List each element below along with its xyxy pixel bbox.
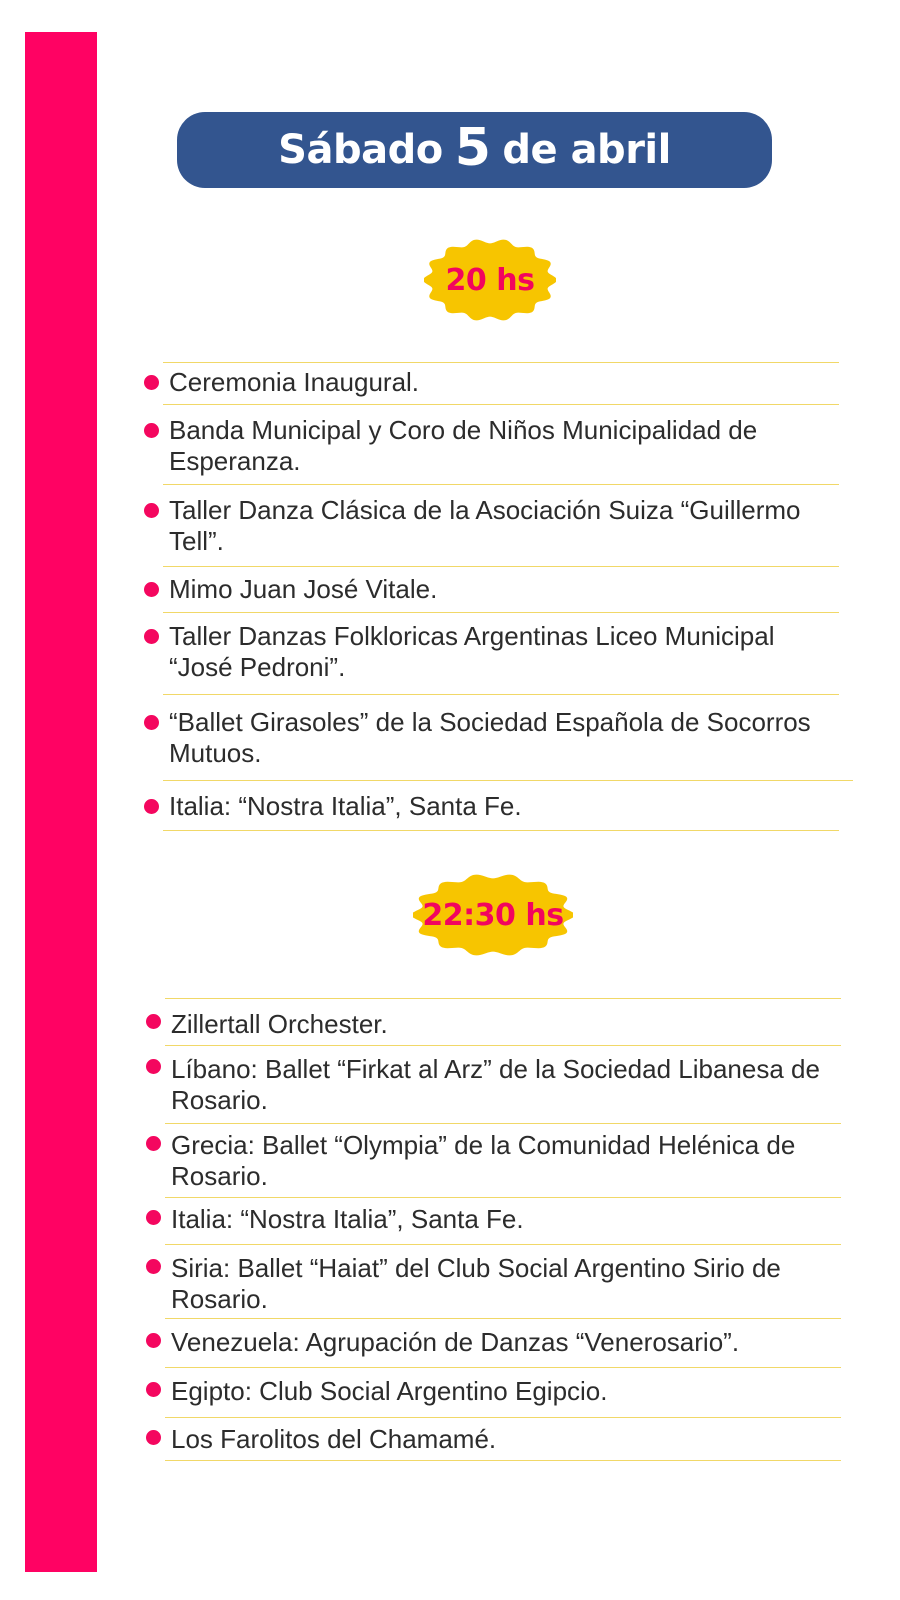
time-label: 20 hs bbox=[445, 262, 535, 298]
bullet-icon bbox=[146, 1382, 161, 1397]
list-item: Taller Danzas Folkloricas Argentinas Liceo Municipal “José Pedroni”. bbox=[163, 613, 839, 695]
bullet-icon bbox=[144, 799, 159, 814]
list-item: Banda Municipal y Coro de Niños Municipalidad de Esperanza. bbox=[163, 405, 839, 485]
bullet-icon bbox=[144, 715, 159, 730]
list-item: Egipto: Club Social Argentino Egipcio. bbox=[165, 1368, 841, 1418]
bullet-icon bbox=[146, 1430, 161, 1445]
date-number: 5 bbox=[454, 118, 491, 178]
list-item: Los Farolitos del Chamamé. bbox=[165, 1418, 841, 1461]
list-item: Zillertall Orchester. bbox=[165, 999, 841, 1046]
bullet-icon bbox=[144, 423, 159, 438]
bullet-icon bbox=[144, 375, 159, 390]
time-label: 22:30 hs bbox=[422, 897, 564, 933]
bullet-icon bbox=[146, 1014, 161, 1029]
list-item: Siria: Ballet “Haiat” del Club Social Argentino Sirio de Rosario. bbox=[165, 1245, 841, 1319]
date-month: de abril bbox=[502, 127, 671, 173]
side-accent-bar bbox=[25, 32, 97, 1572]
time-badge-20 bbox=[424, 235, 556, 325]
list-item: “Ballet Girasoles” de la Sociedad Española de Socorros Mutuos. bbox=[163, 695, 853, 781]
time-badge-2230 bbox=[413, 870, 573, 960]
list-item: Líbano: Ballet “Firkat al Arz” de la Sociedad Libanesa de Rosario. bbox=[165, 1046, 841, 1124]
bullet-icon bbox=[144, 582, 159, 597]
bullet-icon bbox=[146, 1333, 161, 1348]
list-item: Venezuela: Agrupación de Danzas “Venerosario”. bbox=[165, 1319, 841, 1368]
list-item: Mimo Juan José Vitale. bbox=[163, 567, 839, 613]
bullet-icon bbox=[144, 629, 159, 644]
date-banner bbox=[177, 112, 772, 188]
bullet-icon bbox=[146, 1259, 161, 1274]
list-item: Taller Danza Clásica de la Asociación Suiza “Guillermo Tell”. bbox=[163, 485, 839, 567]
list-item: Grecia: Ballet “Olympia” de la Comunidad Helénica de Rosario. bbox=[165, 1124, 841, 1198]
bullet-icon bbox=[146, 1210, 161, 1225]
program-list-2230hs bbox=[165, 998, 841, 1461]
list-item: Ceremonia Inaugural. bbox=[163, 363, 839, 405]
list-item: Italia: “Nostra Italia”, Santa Fe. bbox=[163, 781, 839, 831]
bullet-icon bbox=[144, 503, 159, 518]
bullet-icon bbox=[146, 1136, 161, 1151]
program-list-20hs bbox=[163, 362, 839, 831]
bullet-icon bbox=[146, 1059, 161, 1074]
list-item: Italia: “Nostra Italia”, Santa Fe. bbox=[165, 1198, 841, 1245]
date-day: Sábado bbox=[278, 127, 443, 173]
